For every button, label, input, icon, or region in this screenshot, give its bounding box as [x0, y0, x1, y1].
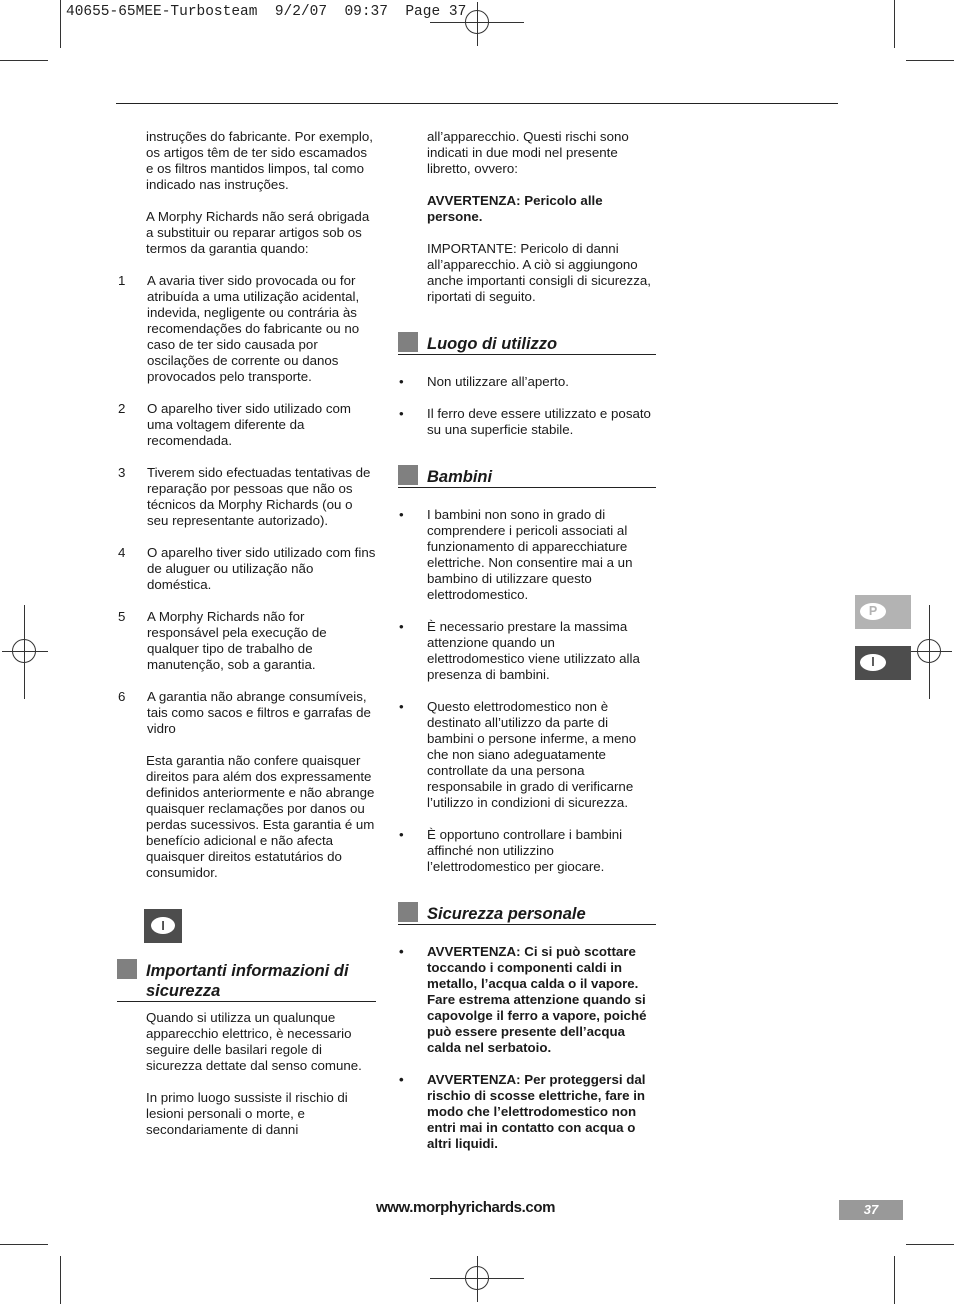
numbered-item	[118, 689, 376, 737]
badge-letter: I	[151, 917, 175, 934]
numbered-item	[118, 545, 376, 593]
bullet-text: Questo elettrodomestico non è destinato all’utilizzo da parte di bambini o persone inferme, a meno che non siano adeguatamente controllate da una persona responsabile in grado di verificarne l’utilizzo in condizioni di sicurezza.	[427, 699, 637, 810]
bullet: •	[399, 406, 404, 421]
website-url[interactable]: www.morphyrichards.com	[376, 1199, 556, 1216]
heading-text: Bambini	[427, 468, 493, 486]
bullet-text: È necessario prestare la massima attenzione quando un elettrodomestico viene utilizzato alla presenza di bambini.	[427, 619, 640, 682]
bullet-item	[398, 406, 656, 438]
crop-mark	[60, 1256, 61, 1304]
bullet-text: AVVERTENZA: Ci si può scottare toccando i componenti caldi in metallo, l’acqua calda o il vapore. Fare estrema attenzione quando si capovolge il ferro a vapore, poiché può essere presente dell’acqua calda nel serbatoio.	[427, 944, 647, 1055]
bullet: •	[399, 827, 404, 842]
bullet: •	[399, 374, 404, 389]
bullet-text: È opportuno controllare i bambini affinché non utilizzino l’elettrodomestico per giocare.	[427, 827, 623, 874]
paragraph: Esta garantia não confere quaisquer direitos para além dos expressamente definidos anteriormente e não abrange quaisquer reclamações por danos ou perdas sucessivos. Esta garantia é um benefício adicional e não afecta quaisquer direitos estatutários do consumidor.	[146, 753, 375, 880]
item-text: O aparelho tiver sido utilizado com uma voltagem diferente da recomendada.	[147, 401, 351, 448]
heading-square	[398, 332, 418, 352]
registration-circle	[12, 639, 36, 663]
heading-text: Sicurezza personale	[427, 905, 586, 923]
bullet-text: Il ferro deve essere utilizzato e posato su una superficie stabile.	[427, 406, 651, 437]
bullet-item	[398, 507, 656, 603]
item-text: A garantia não abrange consumíveis, tais como sacos e filtros e garrafas de vidro	[147, 689, 371, 736]
page-number: 37	[839, 1200, 903, 1220]
bullet: •	[399, 944, 404, 959]
crop-mark	[894, 1256, 895, 1304]
bullet-text: I bambini non sono in grado di comprendere i pericoli associati al funzionamento di apparecchiature elettriche. Non consentire mai a un bambino di utilizzare questo elettrodomestico.	[427, 507, 633, 602]
registration-circle	[917, 639, 941, 663]
bullet: •	[399, 619, 404, 634]
heading-text: Importanti informazioni di sicurezza	[146, 962, 349, 1000]
right-column	[398, 129, 656, 1152]
heading-square	[398, 465, 418, 485]
right-intro-block	[398, 129, 656, 1152]
item-text: A avaria tiver sido provocada ou for atribuída a uma utilização acidental, indevida, negligente ou contrária às recomendações do fabricante ou no caso de ter sido causada por oscilações de corrente ou danos provocados pelo transporte.	[147, 273, 360, 384]
item-text: Tiverem sido efectuadas tentativas de reparação por pessoas que não os técnicos da Morphy Richards (ou o seu representante autorizado).	[147, 465, 371, 528]
item-number: 2	[118, 401, 126, 416]
print-slug: 40655-65MEE-Turbosteam 9/2/07 09:37 Page 37	[66, 4, 467, 20]
item-number: 5	[118, 609, 126, 624]
left-column	[118, 129, 376, 1138]
item-number: 3	[118, 465, 126, 480]
section-heading	[117, 959, 376, 1002]
top-rule	[116, 103, 838, 104]
warning-paragraph: AVVERTENZA: Pericolo alle persone.	[427, 193, 603, 224]
paragraph: A Morphy Richards não será obrigada a substituir ou reparar artigos sob os termos da garantia quando:	[146, 209, 370, 256]
bullet-item	[398, 944, 656, 1056]
section-heading-bambini	[398, 465, 656, 488]
bullet-item	[398, 699, 656, 811]
bullet-item	[398, 827, 656, 875]
closing-block	[118, 753, 376, 1138]
heading-text: Luogo di utilizzo	[427, 335, 558, 353]
paragraph: IMPORTANTE: Pericolo di danni all’apparecchio. A ciò si aggiungono anche importanti consigli di sicurezza, riportati di seguito.	[427, 241, 651, 304]
bullet-item	[398, 374, 656, 390]
paragraph: Quando si utilizza un qualunque apparecchio elettrico, è necessario seguire delle basilari regole di sicurezza dettate dal senso comune.	[146, 1010, 362, 1073]
item-text: O aparelho tiver sido utilizado com fins de aluguer ou utilização não doméstica.	[147, 545, 376, 592]
item-number: 6	[118, 689, 126, 704]
italian-language-badge	[144, 909, 182, 943]
crop-mark	[0, 1244, 48, 1245]
crop-mark	[60, 0, 61, 48]
crop-mark	[894, 0, 895, 48]
paragraph: In primo luogo sussiste il rischio di lesioni personali o morte, e secondariamente di danni	[146, 1090, 348, 1137]
item-text: A Morphy Richards não for responsável pela execução de qualquer tipo de trabalho de manutenção, sob a garantia.	[147, 609, 327, 672]
section-heading-luogo	[398, 332, 656, 355]
bullet-text: Non utilizzare all’aperto.	[427, 374, 569, 389]
registration-circle	[465, 1266, 489, 1290]
paragraph: all’apparecchio. Questi rischi sono indicati in due modi nel presente libretto, ovvero:	[427, 129, 629, 176]
intro-block	[118, 129, 376, 257]
numbered-item	[118, 609, 376, 673]
crop-mark	[906, 60, 954, 61]
numbered-item	[118, 465, 376, 529]
tab-letter: I	[860, 654, 886, 671]
bullet: •	[399, 507, 404, 522]
bullet-item	[398, 1072, 656, 1152]
item-number: 1	[118, 273, 126, 288]
section-heading-sicurezza	[398, 902, 656, 925]
item-number: 4	[118, 545, 126, 560]
numbered-item	[118, 401, 376, 449]
numbered-item	[118, 273, 376, 385]
tab-letter: P	[860, 603, 886, 620]
bullet-text: AVVERTENZA: Per proteggersi dal rischio di scosse elettriche, fare in modo che l’elettrodomestico non entri mai in contatto con acqua o altri liquidi.	[427, 1072, 646, 1151]
heading-square	[117, 959, 137, 979]
language-tab-i[interactable]	[855, 646, 911, 680]
registration-circle	[465, 10, 489, 34]
bullet: •	[399, 1072, 404, 1087]
bullet-item	[398, 619, 656, 683]
heading-square	[398, 902, 418, 922]
paragraph: instruções do fabricante. Por exemplo, os artigos têm de ter sido escamados e os filtros mantidos limpos, tal como indicado nas instruções.	[146, 129, 373, 192]
crop-mark	[906, 1244, 954, 1245]
language-tab-p[interactable]	[855, 595, 911, 629]
bullet: •	[399, 699, 404, 714]
crop-mark	[0, 60, 48, 61]
